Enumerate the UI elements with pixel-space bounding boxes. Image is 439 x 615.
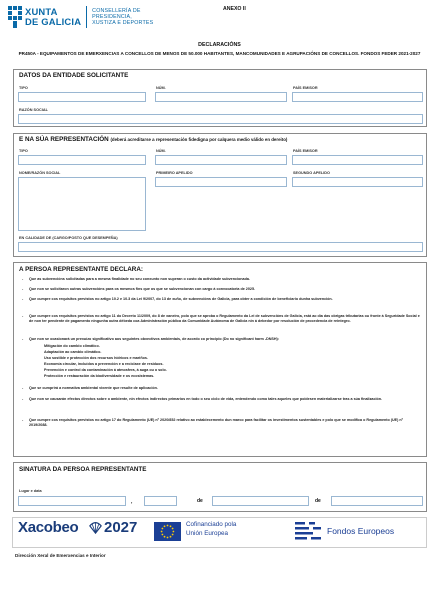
eu-text-line1: Cofinanciado pola xyxy=(186,521,237,528)
european-funds-icon xyxy=(293,520,323,544)
declaration-item xyxy=(22,314,420,325)
declaration-dash: - xyxy=(22,397,24,401)
rep-first-surname-field[interactable] xyxy=(155,177,287,187)
day-field[interactable] xyxy=(144,496,177,506)
declaration-item xyxy=(22,337,420,342)
rep-type-label: TIPO xyxy=(19,149,28,153)
declarations-title: A PERSOA REPRESENTANTE DECLARA: xyxy=(19,266,143,273)
declaration-text: Que se cumprirá a normativa ambiental vixente que resulte de aplicación. xyxy=(29,386,158,390)
signature-title: SINATURA DA PERSOA REPRESENTANTE xyxy=(19,466,147,473)
rep-type-field[interactable] xyxy=(18,155,146,165)
entity-name-field[interactable] xyxy=(18,114,423,124)
declaration-text: Que as subvencións solicitadas para a mesma finalidade no seu conxunto non superan o custo da actividade subvencionada. xyxy=(29,277,250,281)
dnsh-objective: Uso sostible e protección dos recursos hídricos e mariños. xyxy=(44,356,148,360)
place-field[interactable] xyxy=(18,496,126,506)
declaration-dash: - xyxy=(22,314,24,318)
declaration-item xyxy=(22,297,420,302)
org-name-line1: XUNTA xyxy=(25,6,58,17)
rep-position-label: EN CALIDADE DE (CARGO/POSTO QUE DESEMPEÑA) xyxy=(19,236,118,240)
conselleria-line2: PRESIDENCIA, xyxy=(92,13,132,20)
year-field[interactable] xyxy=(331,496,423,506)
rep-name-field[interactable] xyxy=(18,177,146,231)
directorate-name: Dirección Xeral de Emerxencias e Interior xyxy=(15,553,106,558)
declaration-item xyxy=(22,287,420,292)
rep-country-label: PAÍS EMISOR xyxy=(293,149,318,153)
declaration-text: Que non se solicitaron outras subvencións para os mesmos fins que os que se subvencionan con cargo á convocatoria de 2025. xyxy=(29,287,256,291)
entity-number-label: NÚM. xyxy=(156,86,166,90)
conselleria-line3: XUSTIZA E DEPORTES xyxy=(92,20,154,27)
month-field[interactable] xyxy=(212,496,309,506)
declaration-text: Que cumpre cos requisitos previstos no artigo 11 do Decreto 11/2009, do 8 de xaneiro, polo que se aproba o Regulamento da Lei de subvencións de Galicia, está ao día das obrigas tributarias ou fronte á Seguridade Social e de non ter pendente de pagamento ningunha outra débeda coa Administración pública da Comunidade Autónoma de Galicia nin á debedor por resolución de procedencia de reintegro. xyxy=(29,314,420,324)
page-title: DECLARACIÓNS xyxy=(198,42,241,48)
de-separator: de xyxy=(315,498,321,504)
rep-position-field[interactable] xyxy=(18,242,423,252)
xacobeo-year: 2027 xyxy=(104,519,138,536)
rep-name-label: NOME/RAZÓN SOCIAL xyxy=(19,171,61,175)
declaration-item xyxy=(22,386,420,391)
comma-separator: , xyxy=(131,499,133,505)
rep-second-surname-field[interactable] xyxy=(292,177,423,187)
rep-number-label: NÚM. xyxy=(156,149,166,153)
entity-section-title: DATOS DA ENTIDADE SOLICITANTE xyxy=(19,72,129,79)
declaration-dash: - xyxy=(22,297,24,301)
conselleria-name xyxy=(92,8,153,26)
declaration-text: Que non se ocasionará un prexuízo significativo aos seguintes obxectivos ambientais, de acordo co principio (Do no significant harm -DNSH): xyxy=(29,337,279,341)
representative-title-text: E NA SÚA REPRESENTACIÓN xyxy=(19,136,109,143)
dnsh-objective: Economía circular, incluídos a prevención e a reciclaxe de residuos. xyxy=(44,362,164,366)
representative-note: (deberá acreditarse a representación fidedigna por calquera medio válido en dereito) xyxy=(110,137,288,142)
eu-flag-icon xyxy=(154,522,181,541)
entity-country-field[interactable] xyxy=(292,92,423,102)
entity-number-field[interactable] xyxy=(155,92,287,102)
org-name-line2: DE GALICIA xyxy=(25,16,82,27)
rep-first-surname-label: PRIMEIRO APELIDO xyxy=(156,171,193,175)
european-funds-label: Fondos Europeos xyxy=(327,526,395,536)
rep-number-field[interactable] xyxy=(155,155,287,165)
entity-name-label: RAZÓN SOCIAL xyxy=(19,108,48,112)
declarations-section xyxy=(13,262,427,457)
declaration-dash: - xyxy=(22,277,24,281)
scallop-shell-icon xyxy=(89,521,102,534)
annex-label: ANEXO II xyxy=(223,6,246,12)
representative-section xyxy=(13,133,427,257)
declaration-text: Que non se causarán efectos directos sobre o ambiente, nin efectos indirectos primarios en todo o seu ciclo de vida, entendendo como tales aqueles que poidesen materializarse tras a súa finalización. xyxy=(29,397,383,401)
entity-section xyxy=(13,69,427,127)
procedure-subtitle: PR450A - EQUIPAMENTOS DE EMERXENCIAS A CONCELLOS DE MENOS DE 50.000 HABITANTES, MANCOMUNIDADES E AGRUPACIÓNS DE CONCELLOS. FONDOS FEDER 2021-2027 xyxy=(18,51,421,56)
xunta-emblem-icon xyxy=(8,6,22,28)
eu-text-line2: Unión Europea xyxy=(186,529,229,537)
rep-country-field[interactable] xyxy=(292,155,423,165)
declaration-text: Que cumpre cos requisitos previstos no artigo 17 do Regulamento (UE) nº 2020/852 relativo ao establecemento dun marco para facilitar os investimentos sustentables e polo que se modifica o Regulamento (UE) nº 2019/2088. xyxy=(29,418,403,428)
xunta-logo xyxy=(8,6,153,28)
org-name xyxy=(25,7,81,27)
declaration-dash: - xyxy=(22,337,24,341)
declaration-item xyxy=(22,397,420,402)
declaration-text: Que cumpre cos requisitos previstos no artigo 10.2 e 10.3 da Lei 9/2007, do 13 de xuño, de subvencións de Galicia, para obter a condición de beneficiario dunha subvención. xyxy=(29,297,333,301)
declaration-dash: - xyxy=(22,287,24,291)
dnsh-objective: Prevención e control da contaminación á atmosfera, á auga ou o solo. xyxy=(44,368,167,372)
entity-type-label: TIPO xyxy=(19,86,28,90)
xacobeo-logo: Xacobeo xyxy=(18,519,79,536)
entity-type-field[interactable] xyxy=(18,92,146,102)
declaration-item xyxy=(22,418,420,429)
dnsh-objective: Protección e restauración da biodiversidade e os ecosistemas. xyxy=(44,374,155,378)
de-separator: de xyxy=(197,498,203,504)
dnsh-objective: Adaptación ao cambio climático. xyxy=(44,350,102,354)
entity-country-label: PAÍS EMISOR xyxy=(293,86,318,90)
representative-section-title xyxy=(19,136,287,143)
declaration-dash: - xyxy=(22,386,24,390)
place-date-label: Lugar e data xyxy=(19,489,42,493)
rep-second-surname-label: SEGUNDO APELIDO xyxy=(293,171,330,175)
declaration-item xyxy=(22,277,420,282)
eu-cofinancing-text xyxy=(186,521,236,538)
conselleria-line1: CONSELLERÍA DE xyxy=(92,7,141,14)
declaration-dash: - xyxy=(22,418,24,422)
dnsh-objective: Mitigación do cambio climático. xyxy=(44,344,100,348)
signature-section xyxy=(13,462,427,512)
logo-divider xyxy=(86,6,87,28)
